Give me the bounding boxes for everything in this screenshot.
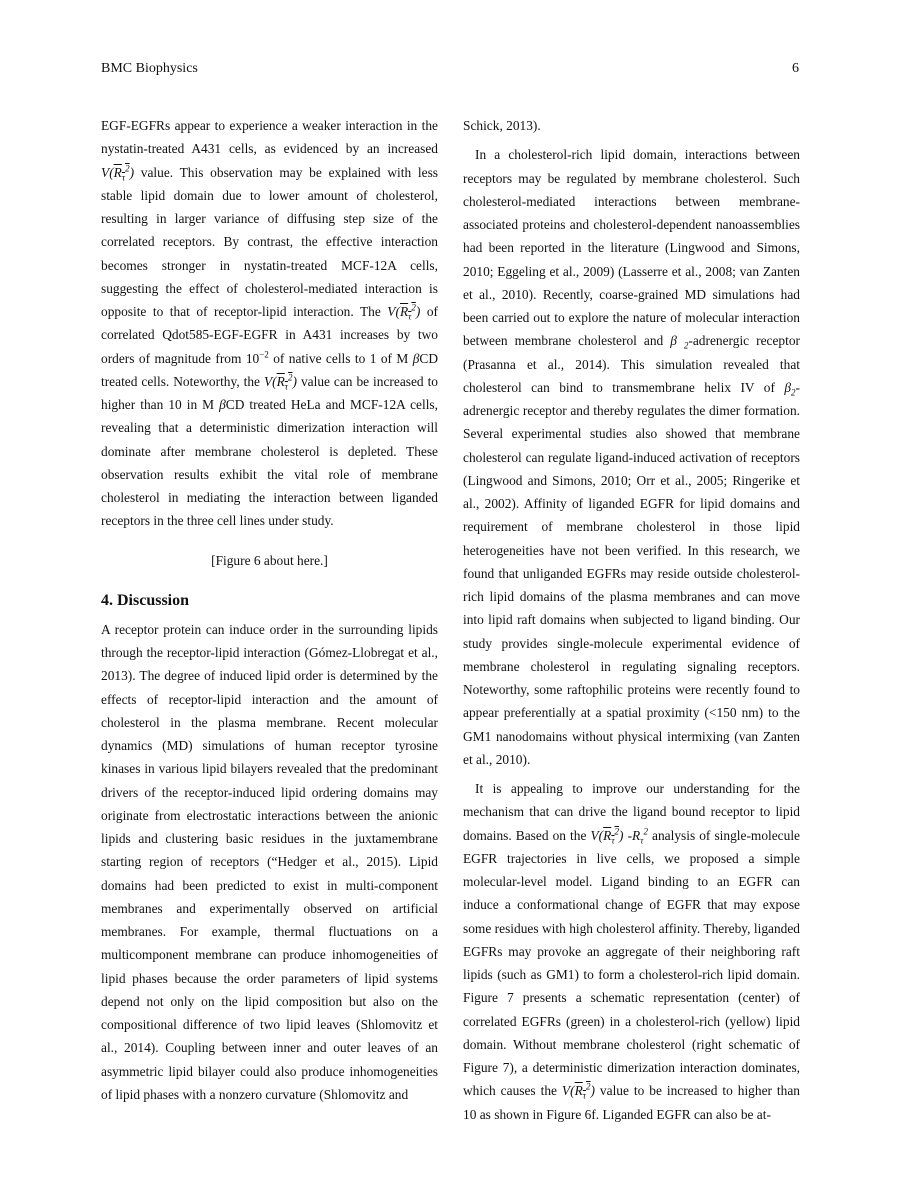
figure-placeholder: [Figure 6 about here.] — [211, 552, 328, 568]
math-v-r-tau-squared: $V(R_\tau^2)$ — [561, 1081, 595, 1101]
math-v-r-tau-squared: $V(R_\tau^2)$ — [387, 302, 421, 322]
right-column — [463, 114, 800, 1126]
running-head — [101, 61, 799, 77]
left-column — [101, 114, 438, 1106]
math-v-r-tau-squared: $V(R_\tau^2)$ — [590, 826, 624, 846]
math-beta-2: β $_2$ — [670, 333, 689, 351]
paragraph: EGF-EGFRs appear to experience a weaker interaction in the nystatin-treated A431 cells, as evidenced by an increased $V(R_\tau^2)$ value. This observation may be explained with less stable lipid domain due to lower amount of cholesterol, resulting in larger variance of diffusing step size of the correlated receptors. By contrast, the effective interaction becomes stronger in nystatin-treated MCF-12A cells, suggesting the effect of cholesterol-mediated interaction is opposite to that of receptor-lipid interaction. The $V(R_\tau^2)$ of correlated Qdot585-EGF-EGFR in A431 increases by two orders of magnitude from $10^{-2}$ of native cells to 1 of M βCD treated cells. Noteworthy, the $V(R_\tau^2)$ value can be increased to higher than 10 in M βCD treated HeLa and MCF-12A cells, revealing that a deterministic dimerization interaction will dominate after membrane cholesterol is depleted. These observation results exhibit the vital role of membrane cholesterol in mediating the interaction between liganded receptors in the three cell lines under study. — [101, 118, 438, 529]
math-beta: β — [412, 350, 420, 366]
page-number: 6 — [792, 61, 799, 76]
math-exponent: −2 — [259, 349, 269, 360]
paragraph: A receptor protein can induce order in the surrounding lipids through the receptor-lipid interaction (Gómez-Llobregat et al., 2013). The degree of induced lipid order is determined by the effects of receptor-lipid interaction and the amount of cholesterol in the plasma membrane. Recent molecular dynamics (MD) simulations of human receptor tyrosine kinases in various lipid bilayers revealed that the predominant drivers of the receptor-induced lipid ordering domains may originate from electrostatic interactions between the anionic lipids and clustering basic residues in the juxtamembrane starting region of receptors (“Hedger et al., 2015). Lipid domains had been predicted to exist in multi-component membranes and experimentally observed on artificial membranes. For example, thermal fluctuations on a multicomponent membrane can produce inhomogeneities of lipid phases because the order parameters of lipid systems depend not only on the lipid composition but also on the compositional difference of two lipid leaves (Shlomovitz et al., 2014). Coupling between inner and outer leaves of an asymmetric lipid bilayer could also produce inhomogeneities of lipid phases with a nonzero curvature (Shlomovitz and — [101, 621, 438, 1102]
math-v-r-tau-squared: $V(R_\tau^2)$ — [263, 372, 297, 392]
paragraph: In a cholesterol-rich lipid domain, interactions between receptors may be regulated by membrane cholesterol. Such cholesterol-mediated interactions between membrane-associated proteins and cholesterol-dependent nanoassemblies had been reported in the literature (Lingwood and Simons, 2010; Eggeling et al., 2009) (Lasserre et al., 2008; van Zanten et al., 2010). Recently, coarse-grained MD simulations had been carried out to explore the nature of molecular interaction between membrane cholesterol and β $_2$-adrenergic receptor (Prasanna et al., 2014). This simulation revealed that cholesterol can bind to transmembrane helix IV of $\beta_2$-adrenergic receptor and thereby regulates the dimer formation. Several experimental studies also showed that membrane cholesterol can regulate ligand-induced activation of receptors (Lingwood and Simons, 2010; Orr et al., 2005; Ringerike et al., 2002). Affinity of liganded EGFR for lipid domains and requirement of membrane cholesterol in those lipid heterogeneities have not been verified. In this research, we found that unliganded EGFRs may reside outside cholesterol-rich lipid domains of the plasma membranes and can move into lipid raft domains when subjected to ligand binding. Our study provides single-molecule experimental evidence of membrane cholesterol in regulating signaling receptors. Noteworthy, some raftophilic proteins were recently found to appear preferentially at a spatial proximity (<150 nm) to the GM1 nanodomains without physical intermixing (van Zanten et al., 2010). — [463, 147, 800, 767]
math-v-r-tau-squared: $V(R_\tau^2)$ — [101, 163, 135, 183]
math-r-tau-squared: $R_\tau^2$ — [632, 826, 648, 846]
journal-name: BMC Biophysics — [101, 61, 198, 76]
section-heading: 4. Discussion — [101, 591, 190, 609]
math-beta: β — [219, 397, 226, 412]
math-beta-2: $\beta_2$ — [784, 379, 796, 398]
paragraph: It is appealing to improve our understanding for the mechanism that can drive the ligand bound receptor to lipid domains. Based on the $V(R_\tau^2)$ $-R_\tau^2$ analysis of single-molecule EGFR trajectories in live cells, we proposed a simple molecular-level model. Ligand binding to an EGFR can induce a conformational change of EGFR that may expose some residues with high cholesterol affinity. Thereby, liganded EGFRs may provoke an aggregate of their neighboring raft lipids (such as GM1) to form a cholesterol-rich lipid domain. Figure 7 presents a schematic representation (center) of correlated EGFRs (green) in a cholesterol-rich (yellow) lipid domain. Without membrane cholesterol (right schematic of Figure 7), a deterministic dimerization interaction dominates, which causes the $V(R_\tau^2)$ value to be increased to higher than 10 as shown in Figure 6f. Liganded EGFR can also be at- — [463, 781, 800, 1122]
paragraph: Schick, 2013). — [463, 118, 541, 133]
